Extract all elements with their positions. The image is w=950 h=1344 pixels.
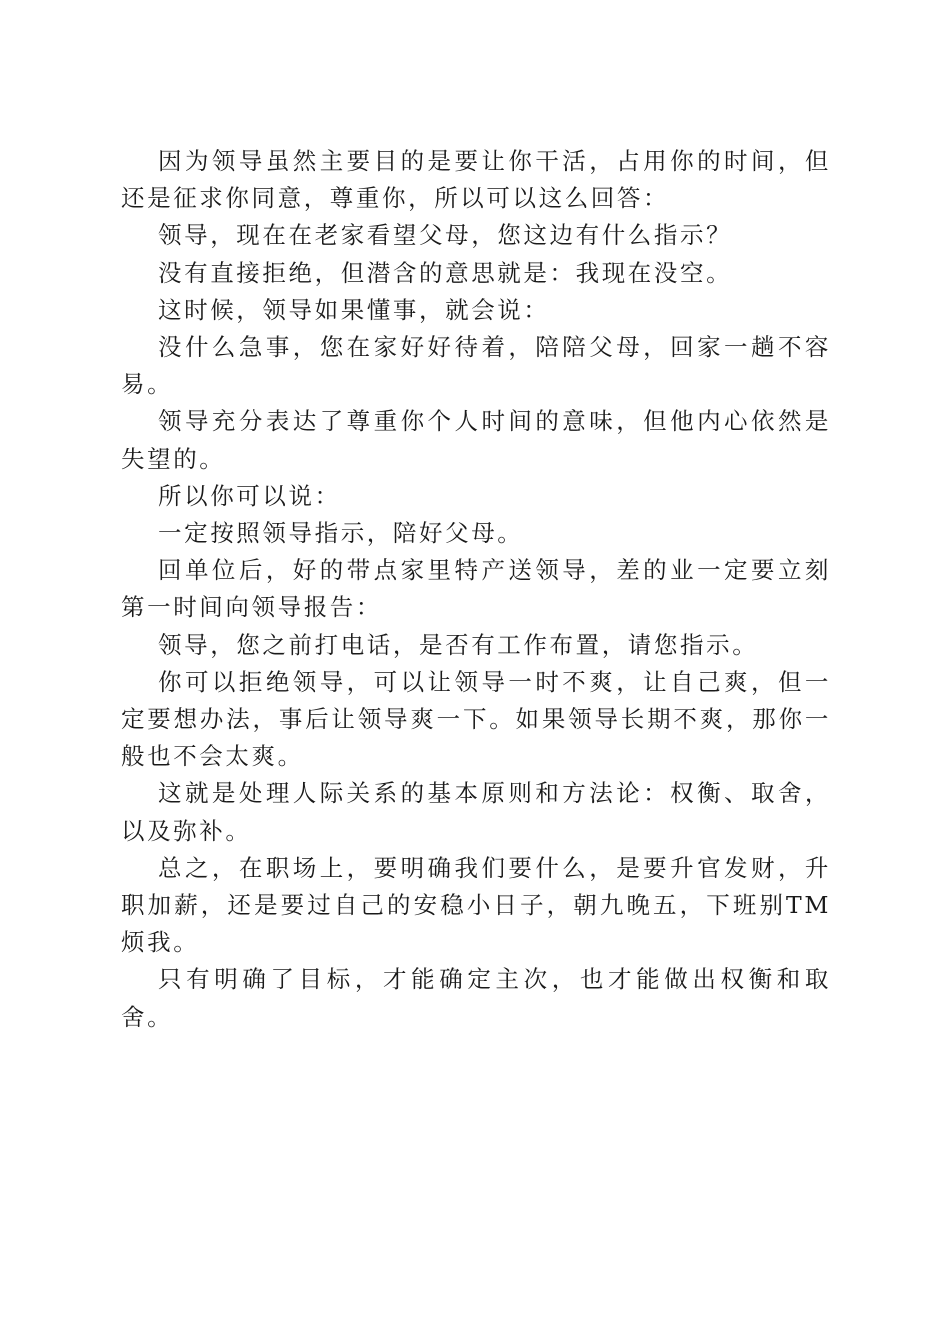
paragraph: 回单位后，好的带点家里特产送领导，差的业一定要立刻第一时间向领导报告：: [121, 556, 831, 622]
paragraph: 这时候，领导如果懂事，就会说：: [158, 295, 550, 324]
paragraph: 总之，在职场上，要明确我们要什么，是要升官发财，升职加薪，还是要过自己的安稳小日子，朝九晚五，下班别TM烦我。: [121, 853, 831, 957]
paragraph: 没什么急事，您在家好好待着，陪陪父母，回家一趟不容易。: [121, 333, 831, 399]
paragraph: 领导，现在在老家看望父母，您这边有什么指示？: [158, 221, 733, 250]
paragraph: 所以你可以说：: [158, 481, 341, 510]
body-text: [121, 143, 831, 1036]
paragraph: 这就是处理人际关系的基本原则和方法论：权衡、取舍，以及弥补。: [121, 779, 831, 845]
paragraph: 因为领导虽然主要目的是要让你干活，占用你的时间，但还是征求你同意，尊重你，所以可以这么回答：: [121, 147, 831, 213]
paragraph: 领导，您之前打电话，是否有工作布置，请您指示。: [158, 630, 759, 659]
paragraph: 没有直接拒绝，但潜含的意思就是：我现在没空。: [158, 258, 733, 287]
paragraph: 你可以拒绝领导，可以让领导一时不爽，让自己爽，但一定要想办法，事后让领导爽一下。如果领导长期不爽，那你一般也不会太爽。: [121, 667, 831, 771]
paragraph: 只有明确了目标，才能确定主次，也才能做出权衡和取舍。: [121, 965, 831, 1031]
paragraph: 一定按照领导指示，陪好父母。: [158, 519, 524, 548]
paragraph: 领导充分表达了尊重你个人时间的意味，但他内心依然是失望的。: [121, 407, 831, 473]
